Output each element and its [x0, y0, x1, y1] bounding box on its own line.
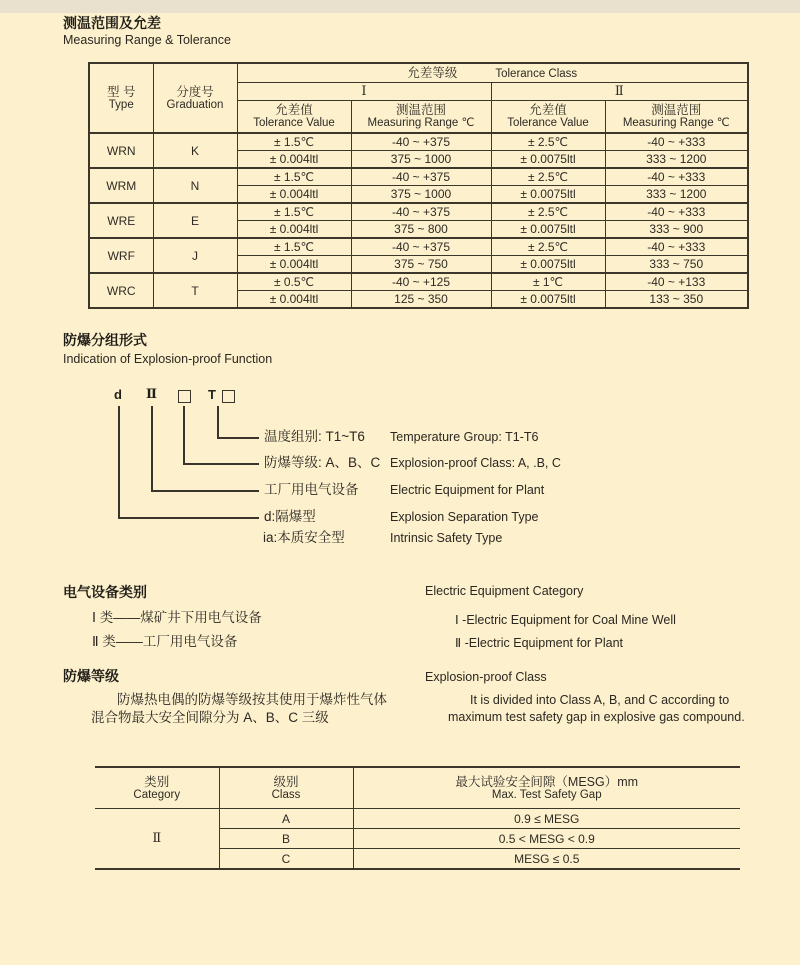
cell: ± 0.0075ltl — [491, 291, 605, 309]
cell: ± 0.004ltl — [237, 186, 351, 204]
cell: ± 2.5℃ — [491, 168, 605, 186]
code-char-roman2: Ⅱ — [146, 387, 157, 402]
cell-type: WRC — [89, 273, 153, 308]
table-row — [89, 238, 748, 256]
cell: -40 ~ +375 — [351, 133, 491, 151]
cell: -40 ~ +333 — [605, 203, 748, 221]
category-item-zh: Ⅱ 类——工厂用电气设备 — [92, 634, 238, 649]
cell-category: Ⅱ — [95, 809, 219, 870]
section2-title-en: Indication of Explosion-proof Function — [63, 352, 273, 366]
cell: ± 0.004ltl — [237, 291, 351, 309]
cell-graduation: T — [153, 273, 237, 308]
header-class-2: Ⅱ — [491, 83, 748, 101]
section4-title-en: Explosion-proof Class — [425, 670, 547, 684]
table-header-row — [95, 767, 740, 809]
cell: ± 0.0075ltl — [491, 221, 605, 239]
safety-gap-table — [95, 766, 740, 870]
diagram-label-en: Electric Equipment for Plant — [390, 483, 545, 497]
cell: 333 ~ 1200 — [605, 186, 748, 204]
cell: -40 ~ +125 — [351, 273, 491, 291]
cell-class: A — [219, 809, 353, 829]
cell: 333 ~ 750 — [605, 256, 748, 274]
table-row — [95, 809, 740, 829]
cell: -40 ~ +375 — [351, 168, 491, 186]
cell: ± 1.5℃ — [237, 133, 351, 151]
cell: ± 1.5℃ — [237, 168, 351, 186]
cell: 333 ~ 900 — [605, 221, 748, 239]
connector-line — [183, 406, 185, 463]
cell: -40 ~ +333 — [605, 168, 748, 186]
section1-title-en: Measuring Range & Tolerance — [63, 33, 231, 47]
cell: -40 ~ +375 — [351, 238, 491, 256]
cell: ± 0.004ltl — [237, 221, 351, 239]
connector-line — [118, 517, 259, 519]
category-item-en: Ⅰ -Electric Equipment for Coal Mine Well — [455, 613, 676, 627]
cell-graduation: N — [153, 168, 237, 203]
cell-type: WRN — [89, 133, 153, 168]
cell-mesg: 0.9 ≤ MESG — [353, 809, 740, 829]
table-row — [89, 133, 748, 151]
cell: 133 ~ 350 — [605, 291, 748, 309]
cell: -40 ~ +375 — [351, 203, 491, 221]
code-box-1 — [178, 390, 191, 403]
code-box-2 — [222, 390, 235, 403]
cell: -40 ~ +133 — [605, 273, 748, 291]
header-type: 型 号 Type — [89, 63, 153, 133]
paragraph-zh-line: 混合物最大安全间隙分为 A、B、C 三级 — [91, 710, 329, 725]
connector-line — [217, 406, 219, 437]
diagram-label-zh: 温度组别: T1~T6 — [264, 429, 365, 444]
cell: 375 ~ 800 — [351, 221, 491, 239]
diagram-label-en: Explosion-proof Class: A, .B, C — [390, 456, 561, 470]
cell: ± 1.5℃ — [237, 203, 351, 221]
cell: ± 2.5℃ — [491, 133, 605, 151]
table-row — [89, 203, 748, 221]
header-tolerance-value: 允差值 Tolerance Value — [237, 101, 351, 134]
section3-title-zh: 电气设备类别 — [63, 584, 147, 600]
header-graduation: 分度号 Graduation — [153, 63, 237, 133]
header-mesg: 最大试验安全间隙（MESG）mm Max. Test Safety Gap — [353, 767, 740, 809]
diagram-label-en: Intrinsic Safety Type — [390, 531, 503, 545]
measuring-range-table — [88, 62, 749, 309]
cell-type: WRM — [89, 168, 153, 203]
connector-line — [151, 406, 153, 490]
cell: ± 2.5℃ — [491, 203, 605, 221]
cell: 375 ~ 1000 — [351, 151, 491, 169]
cell: ± 0.004ltl — [237, 151, 351, 169]
cell: ± 1.5℃ — [237, 238, 351, 256]
header-category: 类别 Category — [95, 767, 219, 809]
cell: ± 0.004ltl — [237, 256, 351, 274]
cell-graduation: J — [153, 238, 237, 273]
diagram-label-zh: d:隔爆型 — [264, 509, 316, 524]
cell: ± 0.5℃ — [237, 273, 351, 291]
cell-mesg: 0.5 < MESG < 0.9 — [353, 829, 740, 849]
connector-line — [118, 406, 120, 517]
header-measuring-range: 测温范围 Measuring Range ℃ — [605, 101, 748, 134]
category-item-zh: Ⅰ 类——煤矿井下用电气设备 — [92, 610, 262, 625]
cell: -40 ~ +333 — [605, 133, 748, 151]
header-class: 级别 Class — [219, 767, 353, 809]
header-tolerance-value: 允差值 Tolerance Value — [491, 101, 605, 134]
cell: ± 2.5℃ — [491, 238, 605, 256]
section4-title-zh: 防爆等级 — [63, 668, 119, 684]
diagram-label-zh: 工厂用电气设备 — [264, 482, 359, 497]
cell: 125 ~ 350 — [351, 291, 491, 309]
cell: ± 0.0075ltl — [491, 151, 605, 169]
header-class-1: Ⅰ — [237, 83, 491, 101]
diagram-label-zh: ia:本质安全型 — [263, 530, 345, 545]
paragraph-en-line: maximum test safety gap in explosive gas compound. — [448, 710, 745, 724]
diagram-label-en: Temperature Group: T1-T6 — [390, 430, 539, 444]
cell-class: B — [219, 829, 353, 849]
section2-title-zh: 防爆分组形式 — [63, 332, 147, 348]
cell-class: C — [219, 849, 353, 870]
cell: ± 0.0075ltl — [491, 186, 605, 204]
cell: ± 1℃ — [491, 273, 605, 291]
paragraph-zh-line: 防爆热电偶的防爆等级按其使用于爆炸性气体 — [117, 692, 387, 707]
diagram-label-zh: 防爆等级: A、B、C — [264, 455, 381, 470]
connector-line — [151, 490, 259, 492]
cell: 375 ~ 1000 — [351, 186, 491, 204]
code-char-t: T — [208, 387, 216, 402]
cell-type: WRF — [89, 238, 153, 273]
connector-line — [217, 437, 259, 439]
header-tolerance-class: 允差等级 Tolerance Class — [237, 63, 748, 83]
section3-title-en: Electric Equipment Category — [425, 584, 584, 598]
category-item-en: Ⅱ -Electric Equipment for Plant — [455, 636, 624, 650]
cell-graduation: K — [153, 133, 237, 168]
cell-type: WRE — [89, 203, 153, 238]
code-char-d: d — [114, 387, 122, 402]
header-measuring-range: 测温范围 Measuring Range ℃ — [351, 101, 491, 134]
cell: ± 0.0075ltl — [491, 256, 605, 274]
cell: 375 ~ 750 — [351, 256, 491, 274]
section1-title-zh: 测温范围及允差 — [63, 15, 161, 31]
table-header-row — [89, 63, 748, 83]
diagram-label-en: Explosion Separation Type — [390, 510, 539, 524]
top-strip — [0, 0, 800, 13]
connector-line — [183, 463, 259, 465]
paragraph-en-line: It is divided into Class A, B, and C according to — [470, 693, 730, 707]
table-row — [89, 168, 748, 186]
cell: 333 ~ 1200 — [605, 151, 748, 169]
cell-graduation: E — [153, 203, 237, 238]
cell-mesg: MESG ≤ 0.5 — [353, 849, 740, 870]
cell: -40 ~ +333 — [605, 238, 748, 256]
table-row — [89, 273, 748, 291]
